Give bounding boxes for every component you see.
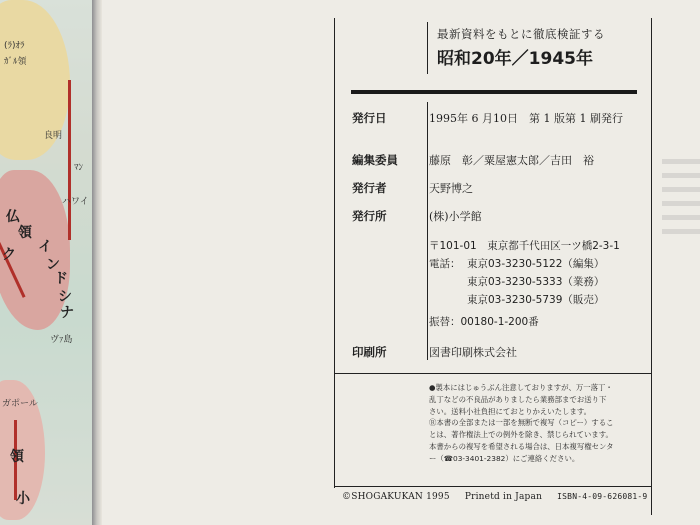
map-label: 領 [18, 225, 32, 241]
map-page-fragment [0, 0, 92, 525]
map-label: 小 [16, 491, 30, 507]
publisher-value: 天野博之 [429, 182, 473, 195]
phone-line: 東京03-3230-5739（販売） [467, 294, 605, 306]
phone-line: 東京03-3230-5333（業務） [467, 276, 605, 288]
title-rule [351, 90, 637, 94]
map-arrow [68, 80, 71, 240]
map-label: ク [2, 247, 16, 263]
map-label: ﾏﾝ [74, 163, 84, 173]
book-subtitle: 最新資料をもとに徹底検証する [437, 27, 605, 41]
printer-value: 図書印刷株式会社 [429, 346, 517, 359]
map-label: ナ [60, 305, 74, 321]
note-line: ●製本にはじゅうぶん注意しておりますが、万一落丁・ [429, 383, 613, 392]
frame-right-line [651, 18, 652, 515]
isbn-text: ISBN-4-09-626081-9 [557, 492, 648, 501]
note-line: さい。送料小社負担にておとりかえいたします。 [429, 406, 592, 416]
printer-label: 印刷所 [352, 345, 387, 359]
note-line: Ⓡ本書の全部または一部を無断で複写（コピー）するこ [429, 418, 614, 428]
colophon-block [334, 18, 652, 515]
book-title: 昭和20年／1945年 [437, 49, 593, 69]
transfer-account: 振替：00180-1-200番 [429, 316, 539, 328]
footer-rule [334, 486, 652, 487]
value-divider-line [427, 102, 428, 360]
publish-date-label: 発行日 [352, 111, 387, 125]
publishing-house-label: 発行所 [352, 209, 387, 223]
printed-in-text: Prinetd in Japan [464, 492, 543, 502]
map-label: シ [58, 289, 72, 305]
title-divider-line [427, 22, 428, 74]
copyright-line [342, 492, 659, 502]
notes-block [429, 382, 651, 465]
publisher-label: 発行者 [352, 181, 387, 195]
map-label: ン [46, 257, 60, 273]
address: 〒101-01 東京都千代田区一ツ橋2-3-1 [429, 240, 620, 252]
map-label: イ [38, 239, 52, 255]
map-label: (ﾗ)ｵﾗ [4, 41, 25, 51]
phone-line: 東京03-3230-5122（編集） [467, 258, 605, 270]
note-line: 乱丁などの不良品がありましたら業務部までお送り下 [429, 394, 607, 404]
note-line: ー（☎03-3401-2382）にご連絡ください。 [429, 453, 580, 463]
map-label: ｶﾞﾙ領 [4, 57, 27, 67]
map-label: ヴｧ島 [50, 335, 73, 345]
phone-label: 電話： [429, 258, 461, 270]
note-line: 本書からの複写を希望される場合は、日本複写権センタ [429, 441, 614, 451]
publish-date-value: 1995年 6 月10日 第 1 版第 1 刷発行 [429, 112, 623, 125]
copyright-text: ©SHOGAKUKAN 1995 [342, 492, 450, 502]
editors-value: 藤原 彰／粟屋憲太郎／吉田 裕 [429, 154, 594, 167]
map-label: ド [54, 271, 68, 287]
notes-top-rule [334, 373, 652, 374]
frame-left-line [334, 18, 335, 488]
publishing-house-value: (株)小学館 [429, 210, 482, 223]
map-label: 良明 [44, 131, 63, 141]
bleed-through-text [662, 150, 700, 350]
editors-label: 編集委員 [352, 153, 398, 167]
note-line: とは、著作権法上での例外を除き、禁じられています。 [429, 430, 613, 440]
map-label: ハワイ [62, 197, 89, 207]
book-gutter [92, 0, 102, 525]
map-label: 領 [10, 449, 24, 465]
colophon-page [102, 0, 700, 525]
map-label: 仏 [6, 209, 20, 225]
map-label: ガポール [2, 399, 38, 409]
